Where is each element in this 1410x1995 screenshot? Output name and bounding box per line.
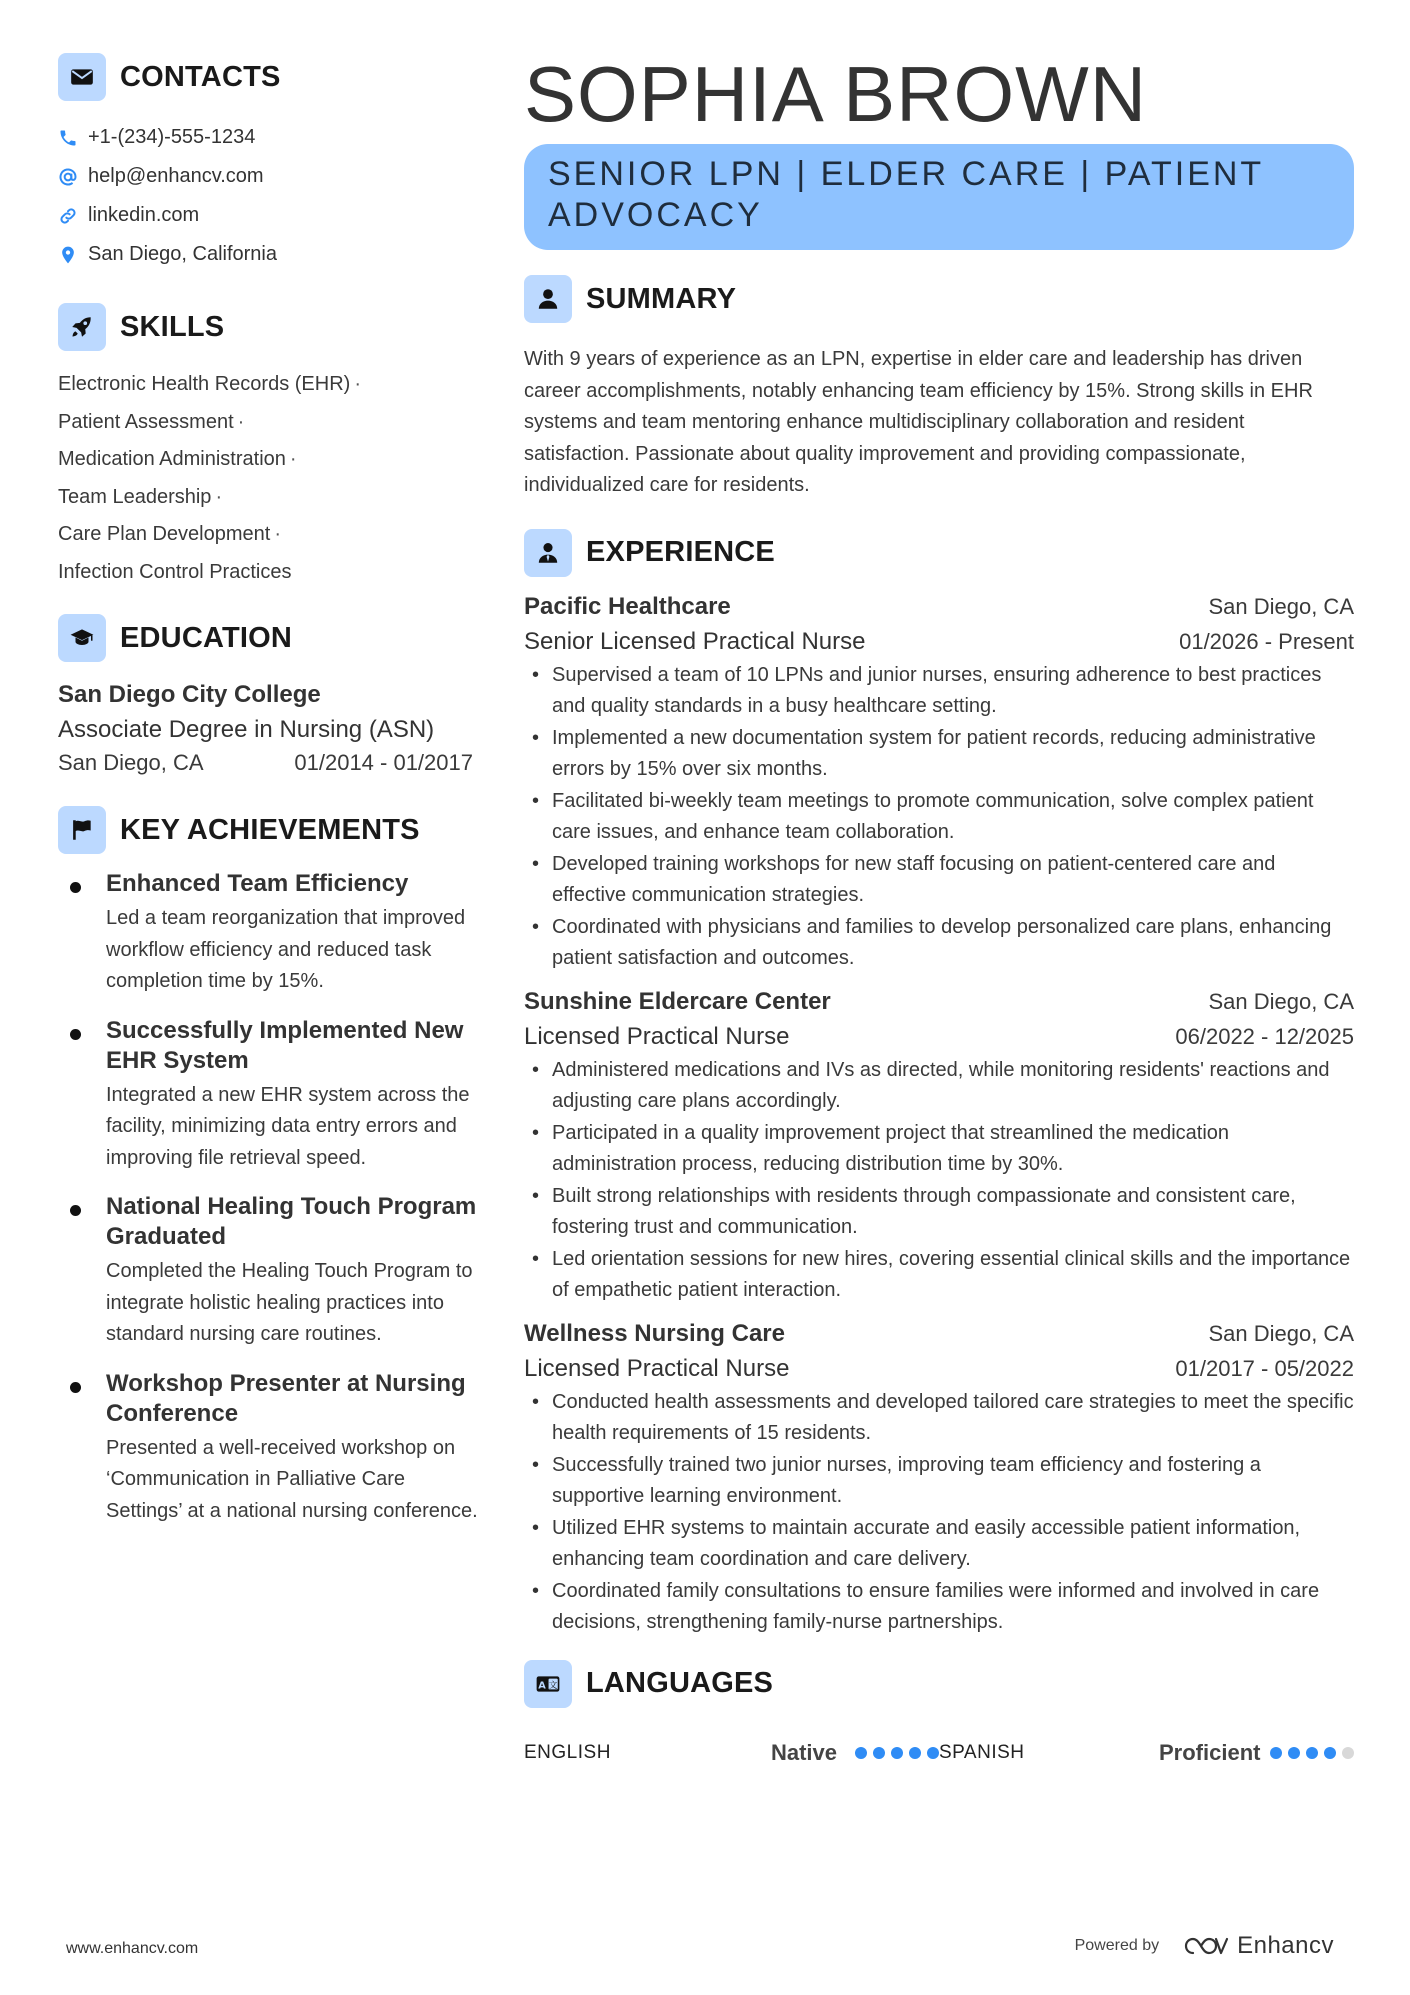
education-entry	[58, 677, 478, 779]
headline-banner	[524, 144, 1354, 250]
job-bullet: • Coordinated family consultations to ensure families were informed and involved in care decisions, strengthening family-nurse partnerships.	[524, 1576, 1354, 1639]
job-dates: 01/2026 - Present	[1179, 628, 1354, 654]
businessperson-icon	[524, 529, 572, 577]
footer-branding	[1075, 1932, 1334, 1960]
job-bullet: • Coordinated with physicians and families to develop personalized care plans, enhancing patient satisfaction and outcomes.	[524, 912, 1354, 975]
job-entry	[524, 590, 1354, 975]
contact-linkedin[interactable]	[58, 196, 478, 235]
enhancv-wordmark: Enhancv	[1237, 1932, 1334, 1959]
skill-item: Medication Administration ·	[58, 448, 297, 470]
summary-text: With 9 years of experience as an LPN, expertise in elder care and leadership has driven career accomplishments, notably enhancing team efficiency by 15%. Strong skills in EHR systems and team mentoring enhance multidisciplinary collaboration and resident satisfaction. Passionate about quality improvement and providing compassionate, individualized care for residents.	[524, 348, 1313, 496]
languages-heading: LANGUAGES	[586, 1667, 774, 1699]
job-entry	[524, 1317, 1354, 1639]
education-degree: Associate Degree in Nursing (ASN)	[58, 716, 435, 743]
bullet-dot	[58, 1016, 106, 1175]
job-bullet: • Facilitated bi-weekly team meetings to promote communication, solve complex patient care issues, and enhance team collaboration.	[524, 786, 1354, 849]
bullet-dot	[58, 869, 106, 998]
enhancv-logo[interactable]	[1183, 1932, 1334, 1960]
achievement-item	[58, 1192, 478, 1351]
contact-email-text: help@enhancv.com	[88, 165, 264, 187]
contact-location-text: San Diego, California	[88, 243, 277, 265]
achievement-item	[58, 869, 478, 998]
contact-phone[interactable]	[58, 118, 478, 157]
job-dates: 01/2017 - 05/2022	[1175, 1355, 1354, 1381]
job-location: San Diego, CA	[1208, 593, 1354, 619]
achievement-title: Workshop Presenter at Nursing Conference	[106, 1369, 466, 1427]
graduation-cap-icon	[58, 614, 106, 662]
proficiency-dot-filled	[1288, 1747, 1300, 1759]
job-company: Sunshine Eldercare Center	[524, 987, 831, 1015]
job-bullet-list	[524, 1387, 1354, 1639]
achievement-description: Integrated a new EHR system across the facility, minimizing data entry errors and improving file retrieval speed.	[106, 1083, 470, 1169]
achievement-title: Successfully Implemented New EHR System	[106, 1016, 464, 1074]
job-bullet: • Participated in a quality improvement project that streamlined the medication administration process, reducing distribution time by 30%.	[524, 1118, 1354, 1181]
job-bullet: • Conducted health assessments and developed tailored care strategies to meet the specific health requirements of 15 residents.	[524, 1387, 1354, 1450]
job-bullet-list	[524, 660, 1354, 975]
language-item	[939, 1733, 1354, 1773]
contact-list	[58, 118, 478, 274]
job-bullet: • Successfully trained two junior nurses, improving team efficiency and fostering a supportive learning environment.	[524, 1450, 1354, 1513]
enhancv-logo-icon	[1183, 1933, 1229, 1959]
job-bullet: • Implemented a new documentation system for patient records, reducing administrative errors by 15% over six months.	[524, 723, 1354, 786]
job-bullet: • Administered medications and IVs as directed, while monitoring residents' reactions and adjusting care plans accordingly.	[524, 1055, 1354, 1118]
skill-item: Team Leadership ·	[58, 485, 223, 508]
summary-section-header	[524, 274, 1354, 324]
job-bullet: • Built strong relationships with residents through compassionate and consistent care, fostering trust and communication.	[524, 1181, 1354, 1244]
achievement-description: Completed the Healing Touch Program to integrate holistic healing practices into standard nursing care routines.	[106, 1260, 473, 1345]
job-company: Wellness Nursing Care	[524, 1319, 785, 1347]
proficiency-dot-filled	[1306, 1747, 1318, 1759]
proficiency-dot-filled	[1324, 1747, 1336, 1759]
achievements-heading: KEY ACHIEVEMENTS	[120, 813, 420, 846]
contact-phone-text: +1-(234)-555-1234	[88, 126, 256, 148]
proficiency-dot-filled	[927, 1747, 939, 1759]
svg-text:文: 文	[548, 1680, 558, 1691]
proficiency-dot-empty	[1342, 1747, 1354, 1759]
achievement-title: Enhanced Team Efficiency	[106, 870, 409, 897]
skill-item: Infection Control Practices	[58, 560, 292, 583]
skills-heading: SKILLS	[120, 310, 225, 343]
contacts-heading: CONTACTS	[120, 60, 281, 93]
headline-line: ADVOCACY	[548, 196, 763, 234]
language-level: Native	[770, 1739, 837, 1765]
contact-location	[58, 235, 478, 274]
at-icon	[58, 167, 88, 187]
proficiency-dots	[855, 1747, 939, 1759]
education-section-header	[58, 613, 478, 663]
bullet-dot	[58, 1192, 106, 1351]
contact-email[interactable]	[58, 157, 478, 196]
skill-item: Care Plan Development ·	[58, 523, 282, 545]
languages-section-header	[524, 1659, 1354, 1709]
job-company: Pacific Healthcare	[524, 592, 731, 620]
experience-section-header	[524, 528, 1354, 578]
achievement-title: National Healing Touch Program Graduated	[106, 1193, 477, 1250]
language-item	[524, 1733, 939, 1773]
footer-website[interactable]: www.enhancv.com	[66, 1940, 199, 1957]
job-role: Licensed Practical Nurse	[524, 1022, 790, 1050]
proficiency-dots	[1270, 1747, 1354, 1759]
person-icon	[524, 275, 572, 323]
achievement-item	[58, 1016, 478, 1175]
skill-item: Patient Assessment ·	[58, 410, 245, 433]
achievements-section-header	[58, 805, 478, 855]
skill-list	[58, 366, 478, 591]
achievement-description: Led a team reorganization that improved workflow efficiency and reduced task completion time by 15%.	[106, 907, 466, 992]
phone-icon	[58, 128, 88, 148]
proficiency-dot-filled	[855, 1747, 867, 1759]
candidate-name: SOPHIA BROWN	[524, 50, 1148, 138]
job-bullet: • Led orientation sessions for new hires, covering essential clinical skills and the importance of empathetic patient interaction.	[524, 1244, 1354, 1307]
language-level: Proficient	[1159, 1739, 1261, 1765]
job-role: Senior Licensed Practical Nurse	[524, 627, 866, 655]
job-bullet-list	[524, 1055, 1354, 1307]
job-bullet: • Developed training workshops for new staff focusing on patient-centered care and effective communication strategies.	[524, 849, 1354, 912]
language-name: SPANISH	[939, 1741, 1025, 1763]
job-role: Licensed Practical Nurse	[524, 1354, 790, 1382]
job-location: San Diego, CA	[1208, 988, 1354, 1014]
flag-icon	[58, 806, 106, 854]
rocket-icon	[58, 303, 106, 351]
language-list	[524, 1733, 1354, 1773]
achievement-list	[58, 869, 478, 1527]
contact-linkedin-text: linkedin.com	[88, 204, 200, 226]
job-location: San Diego, CA	[1208, 1320, 1354, 1346]
proficiency-dot-filled	[891, 1747, 903, 1759]
bullet-dot	[58, 1369, 106, 1528]
job-dates: 06/2022 - 12/2025	[1175, 1023, 1354, 1049]
job-list	[524, 590, 1354, 1639]
contacts-section-header	[58, 52, 478, 102]
svg-text:A: A	[538, 1679, 546, 1691]
education-meta	[58, 747, 473, 779]
left-column	[58, 52, 478, 1545]
proficiency-dot-filled	[873, 1747, 885, 1759]
link-icon	[58, 206, 88, 226]
job-bullet: • Utilized EHR systems to maintain accurate and easily accessible patient information, enhancing team coordination and care delivery.	[524, 1513, 1354, 1576]
achievement-item	[58, 1369, 478, 1528]
proficiency-dot-filled	[909, 1747, 921, 1759]
job-entry	[524, 985, 1354, 1307]
education-heading: EDUCATION	[120, 621, 293, 654]
powered-by-label: Powered by	[1074, 1937, 1160, 1954]
education-dates: 01/2014 - 01/2017	[294, 750, 473, 775]
achievement-description: Presented a well-received workshop on ‘Communication in Palliative Care Settings’ at a national nursing conference.	[106, 1436, 478, 1522]
proficiency-dot-filled	[1270, 1747, 1282, 1759]
education-location: San Diego, CA	[58, 750, 204, 775]
skill-item: Electronic Health Records (EHR) ·	[58, 373, 361, 395]
summary-heading: SUMMARY	[586, 282, 737, 315]
skills-section-header	[58, 302, 478, 352]
right-column	[524, 50, 1354, 1773]
translate-icon	[524, 1660, 572, 1708]
language-name: ENGLISH	[524, 1741, 611, 1763]
job-bullet: • Supervised a team of 10 LPNs and junior nurses, ensuring adherence to best practices and quality standards in a busy healthcare setting.	[524, 660, 1354, 723]
education-school: San Diego City College	[58, 681, 321, 708]
location-pin-icon	[58, 245, 88, 265]
experience-heading: EXPERIENCE	[586, 536, 775, 568]
headline-line: SENIOR LPN | ELDER CARE | PATIENT	[548, 155, 1265, 193]
envelope-icon	[58, 53, 106, 101]
